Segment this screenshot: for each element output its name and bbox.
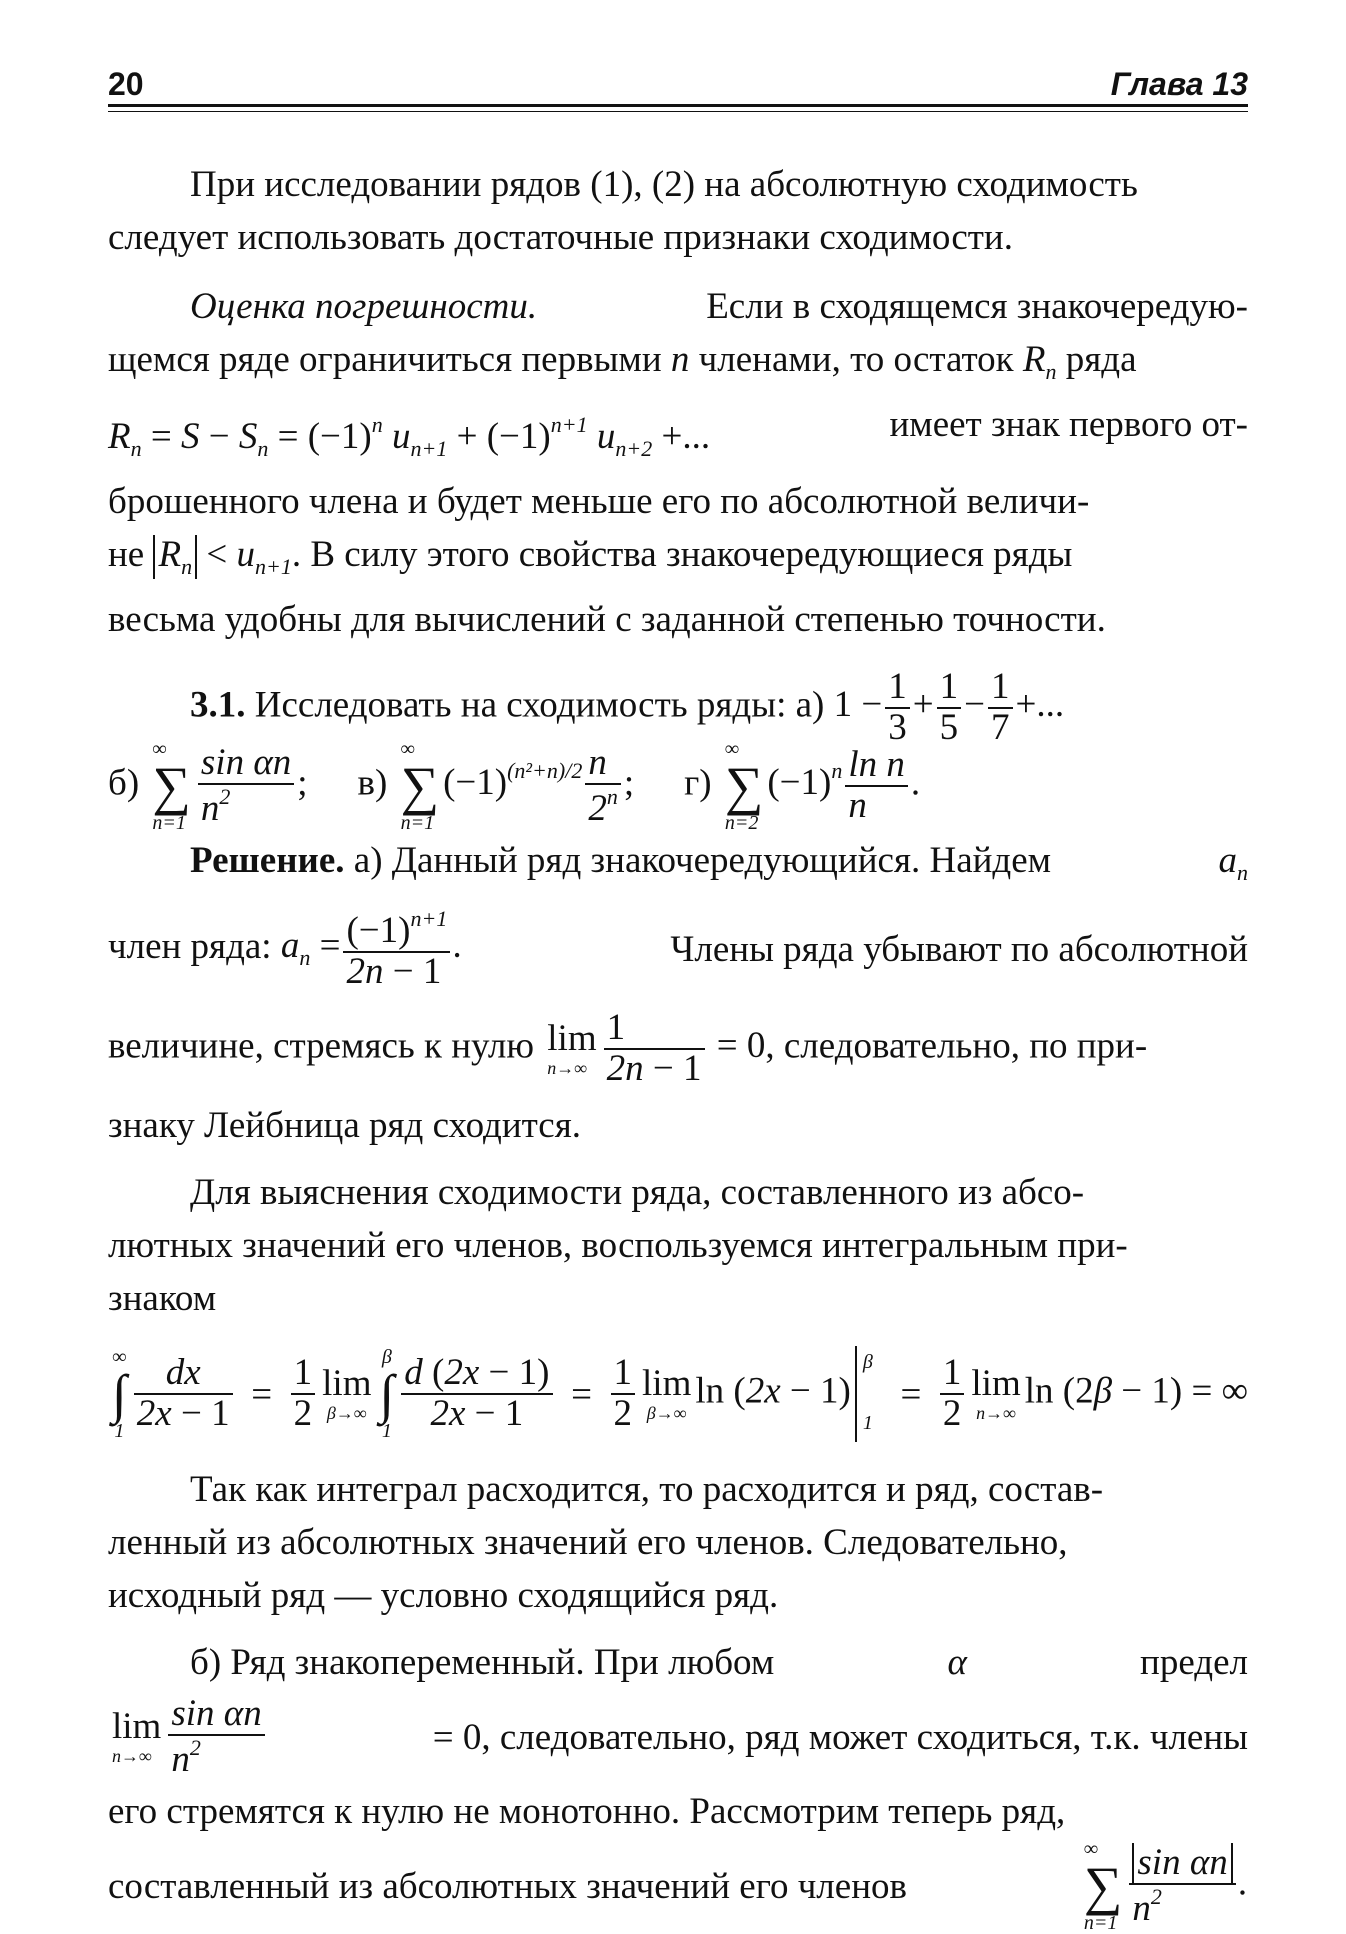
text-span: составленный из абсолютных значений его членов bbox=[108, 1865, 907, 1907]
series-g: г) ∞ ∑ n=2 $(-1)^n$ $\frac{\text{ln n}}{n}$ . bbox=[684, 738, 921, 834]
math-n: n bbox=[670, 339, 690, 380]
text-line bbox=[108, 738, 1248, 834]
text-span: б) Ряд знакопеременный. При любом bbox=[190, 1642, 775, 1683]
solution-heading: Решение. bbox=[190, 840, 345, 881]
chapter-title: Глава 13 bbox=[1110, 66, 1248, 102]
solution-a bbox=[108, 834, 1248, 1152]
text-span: предел bbox=[1140, 1642, 1248, 1683]
text-span: Члены ряда убывают по абсолютной bbox=[670, 928, 1248, 970]
text-span: не bbox=[108, 534, 145, 575]
header-rule-thick bbox=[108, 104, 1248, 107]
text-line bbox=[108, 398, 1248, 475]
solution-b bbox=[108, 1636, 1248, 1934]
paragraph-absolute-convergence bbox=[108, 158, 1248, 264]
text-line: Так как интеграл расходится, то расходится и ряд, состав- bbox=[190, 1469, 1104, 1510]
paragraph-error-estimate bbox=[108, 280, 1248, 646]
page-number: 20 bbox=[108, 66, 144, 102]
text-line bbox=[108, 333, 1248, 398]
text-line: брошенного члена и будет меньше его по абсолютной величи- bbox=[108, 481, 1090, 522]
integral-equation: ∞ ∫ 1 $\frac{dx}{2x - 1}$ = $\frac{1}{2}$ lim β→∞ β ∫ 1 $\frac{d (2x - 1)}{2x - 1}$ = $\frac{1}{2}$ lim β→∞ ln (2x − 1) β 1 = $\frac{1}{2}$ lim n→∞ ln (2β − 1) = ∞ bbox=[112, 1346, 1248, 1442]
text-line bbox=[108, 1689, 1248, 1785]
problem-text: Исследовать на сходимость ряды: bbox=[254, 684, 787, 726]
text-line bbox=[108, 834, 1248, 899]
math-remainder-formula: $R_n = S - S_n = (-1)^n$ $u_{n+1} + (-1)^{n+1}$ $u_{n+2}$ +... bbox=[108, 412, 711, 461]
text-span: член ряда: bbox=[108, 925, 272, 967]
math-an: $a_n$ bbox=[1218, 840, 1248, 885]
paragraph-integral-test bbox=[108, 1166, 1248, 1325]
series-b: б) ∞ ∑ n=1 $\frac{\text{sin αn}}{n^2}$ ; bbox=[108, 738, 308, 834]
series-a: 1 − $\frac{1}{3}$ + $\frac{1}{5}$ − $\frac{1}{7}$ +... bbox=[833, 666, 1065, 748]
paragraph-conditional-convergence bbox=[108, 1463, 1248, 1622]
text-line bbox=[108, 280, 1248, 333]
text-span: ряда bbox=[1065, 339, 1137, 380]
item-label: а) bbox=[795, 684, 825, 726]
math-alpha: α bbox=[947, 1642, 967, 1683]
text-line: исходный ряд — условно сходящийся ряд. bbox=[108, 1575, 779, 1616]
text-line: Для выяснения сходимости ряда, составленного из абсо- bbox=[190, 1172, 1085, 1213]
text-span: , следовательно, по при- bbox=[765, 1025, 1148, 1067]
text-line: При исследовании рядов (1), (2) на абсолютную сходимость bbox=[190, 164, 1138, 205]
text-line: следует использовать достаточные признаки сходимости. bbox=[108, 217, 1013, 258]
math-limit-sin: lim n→∞ $\frac{\text{sin αn}}{n^2}$ bbox=[108, 1695, 268, 1780]
text-line: ленный из абсолютных значений его членов. Следовательно, bbox=[108, 1522, 1068, 1563]
text-line bbox=[108, 999, 1248, 1099]
text-line: знаку Лейбница ряд сходится. bbox=[108, 1105, 581, 1146]
text-line: знаком bbox=[108, 1278, 217, 1319]
text-span: Если в сходящемся знакочередую- bbox=[706, 286, 1248, 327]
text-span: = 0, следовательно, ряд может сходиться, т.к. члены bbox=[432, 1716, 1248, 1758]
text-line: лютных значений его членов, воспользуемся интегральным при- bbox=[108, 1225, 1128, 1266]
error-estimate-heading: Оценка погрешности. bbox=[190, 286, 538, 327]
header-rule-thin bbox=[108, 111, 1248, 112]
text-line bbox=[108, 1636, 1248, 1689]
series-v: в) ∞ ∑ n=1 $(-1)^{(n^2+n)/2}$ $\frac{n}{2^n}$ ; bbox=[357, 738, 635, 834]
text-line bbox=[108, 528, 1248, 593]
text-line bbox=[108, 1838, 1248, 1934]
item-label: в) bbox=[357, 762, 388, 804]
text-line bbox=[108, 666, 1248, 748]
text-line: весьма удобны для вычислений с заданной степенью точности. bbox=[108, 599, 1106, 640]
problem-number: 3.1. bbox=[190, 684, 246, 726]
text-line bbox=[108, 899, 1248, 999]
text-line: его стремятся к нулю не монотонно. Рассмотрим теперь ряд, bbox=[108, 1791, 1066, 1832]
math-an-formula: $a_n$ = $\frac{(-1)^{n+1}}{2n - 1}$ . bbox=[280, 905, 463, 992]
body-text bbox=[108, 158, 1248, 1934]
math-limit-an: lim n→∞ $\frac{1}{2n - 1}$ = 0 bbox=[547, 1007, 766, 1089]
item-label: б) bbox=[108, 762, 140, 804]
text-span: . В силу этого свойства знакочередующиеся ряды bbox=[291, 534, 1073, 575]
text-span: щемся ряде ограничиться первыми bbox=[108, 339, 662, 380]
item-label: г) bbox=[684, 762, 712, 804]
math-remainder-bound: $R_n < u_{n+1}$ bbox=[153, 534, 291, 575]
text-span: имеет знак первого от- bbox=[889, 404, 1248, 445]
problem-3-1 bbox=[108, 668, 1248, 834]
math-rn: $R_n$ bbox=[1022, 339, 1057, 384]
math-abs-series: ∞ ∑ n=1 $\frac{\text{sin αn}}{n^2}$ . bbox=[1083, 1838, 1248, 1934]
text-span: а) Данный ряд знакочередующийся. Найдем bbox=[353, 840, 1052, 881]
text-span: членами, то остаток bbox=[698, 339, 1014, 380]
text-span: величине, стремясь к нулю bbox=[108, 1025, 535, 1067]
